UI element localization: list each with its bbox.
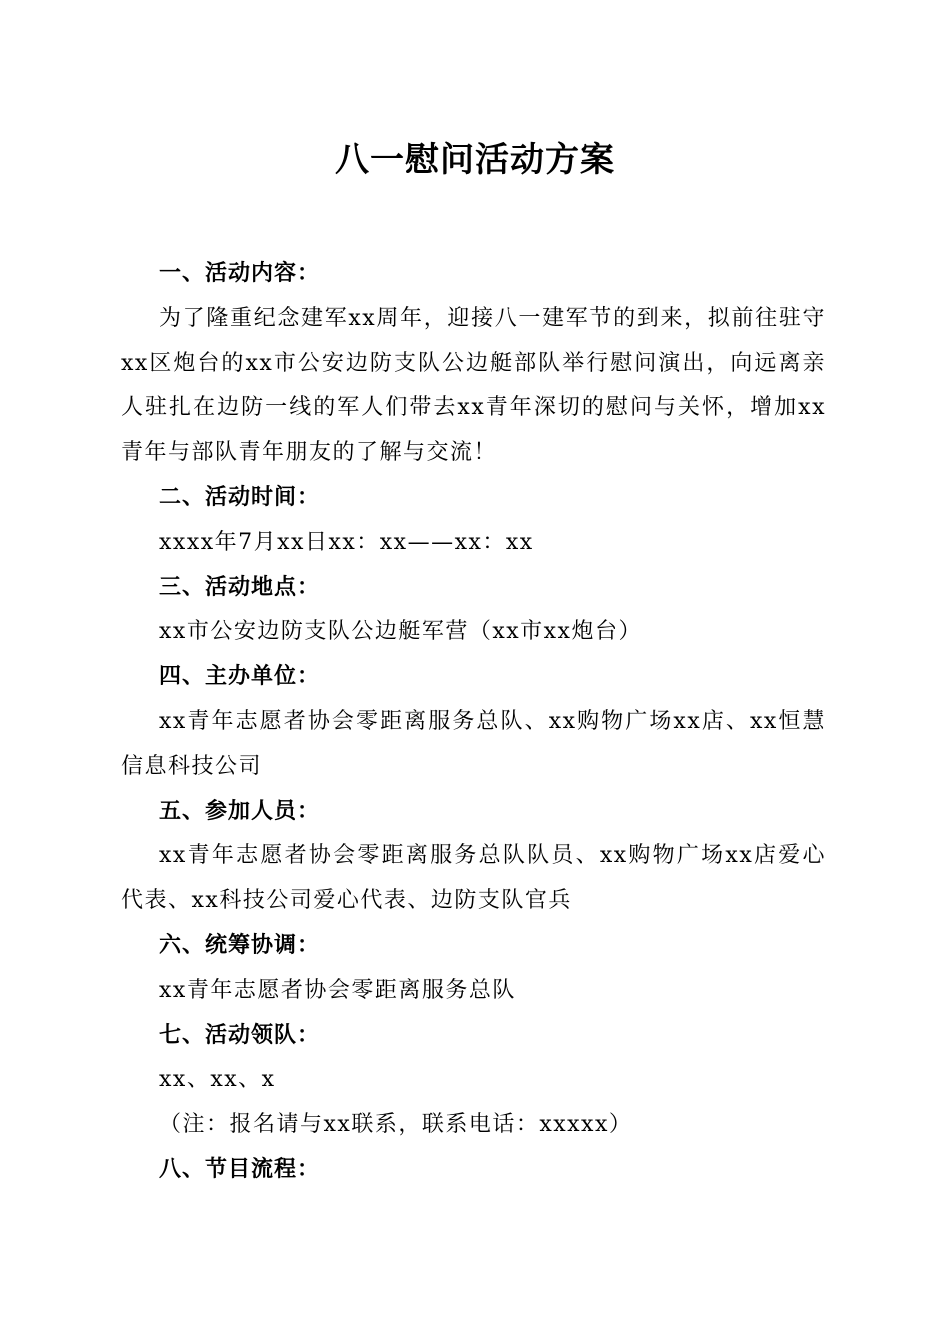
section-text-content: 为了隆重纪念建军xx周年，迎接八一建军节的到来，拟前往驻守xx区炮台的xx市公安边防支队公边艇部队举行慰问演出，向远离亲人驻扎在边防一线的军人们带去xx青年深切的慰问与关怀，增加xx青年与部队青年朋友的了解与交流！ [121, 305, 826, 466]
section-heading-time: 二、活动时间： [159, 484, 321, 510]
section-heading-organizers: 四、主办单位： [159, 664, 321, 690]
section-text-participants: xx青年志愿者协会零距离服务总队队员、xx购物广场xx店爱心代表、xx科技公司爱心代表、边防支队官兵 [121, 843, 826, 914]
section-heading-program: 八、节目流程： [159, 1156, 321, 1182]
section-text-leaders: xx、xx、x [159, 1067, 276, 1093]
section-heading-content: 一、活动内容： [159, 261, 321, 286]
document-title: 八一慰问活动方案 [335, 140, 615, 180]
section-heading-location: 三、活动地点： [159, 574, 321, 600]
contact-note: （注：报名请与xx联系，联系电话：xxxxx） [159, 1112, 633, 1138]
section-text-organizers: xx青年志愿者协会零距离服务总队、xx购物广场xx店、xx恒慧信息科技公司 [121, 708, 826, 779]
section-heading-coordination: 六、统筹协调： [159, 932, 321, 958]
section-text-time: xxxx年7月xx日xx：xx——xx：xx [159, 529, 534, 555]
section-heading-leaders: 七、活动领队： [159, 1022, 321, 1048]
section-text-location: xx市公安边防支队公边艇军营（xx市xx炮台） [159, 619, 642, 645]
section-heading-participants: 五、参加人员： [159, 798, 321, 824]
section-text-coordination: xx青年志愿者协会零距离服务总队 [159, 977, 516, 1003]
document-body [121, 252, 826, 1193]
